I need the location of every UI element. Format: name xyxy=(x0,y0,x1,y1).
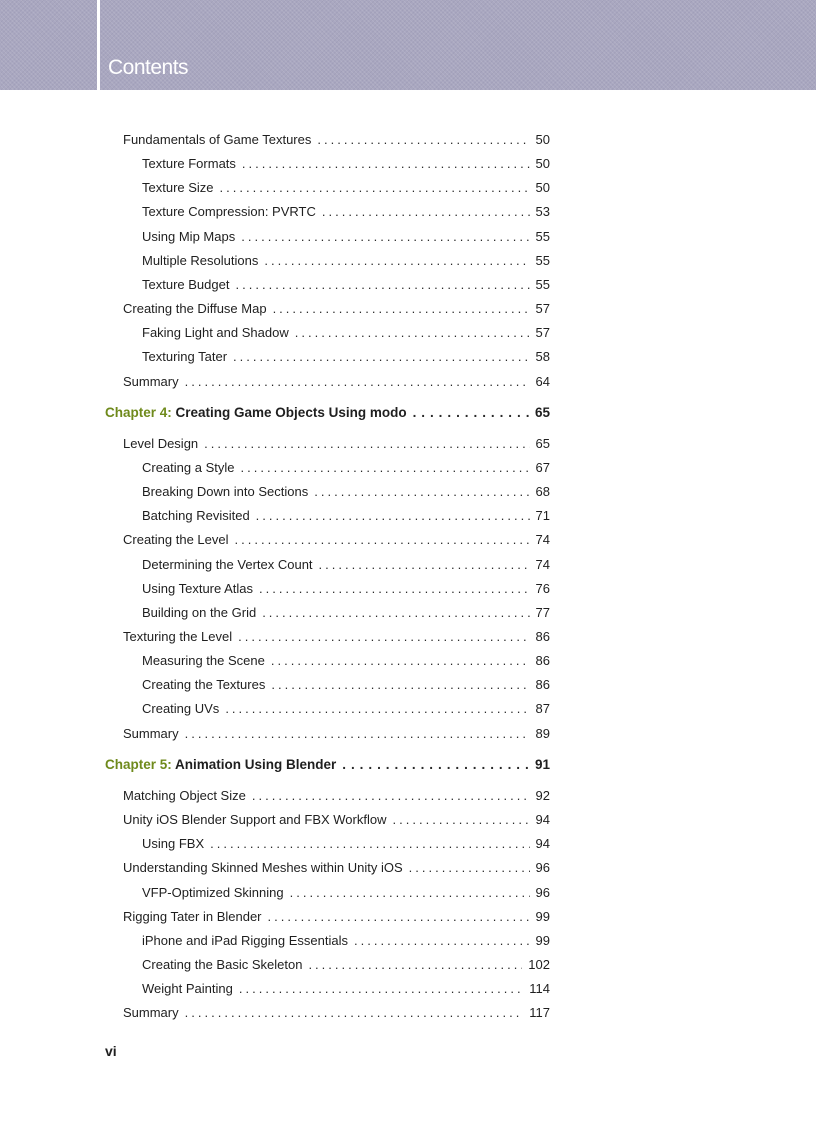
toc-page-number: 86 xyxy=(535,677,550,693)
dot-leader xyxy=(238,629,529,645)
toc-entry-title: Summary xyxy=(123,373,179,389)
toc-chapter-heading[interactable] xyxy=(105,405,550,421)
toc-entry[interactable] xyxy=(142,229,550,245)
toc-page-number: 50 xyxy=(535,180,550,196)
header-divider xyxy=(97,0,100,90)
dot-leader xyxy=(342,757,529,773)
dot-leader xyxy=(235,532,530,548)
toc-page-number: 86 xyxy=(535,629,550,644)
dot-leader xyxy=(319,557,530,573)
dot-leader xyxy=(413,405,529,421)
dot-leader xyxy=(220,180,530,196)
toc-entry-title: iPhone and iPad Rigging Essentials xyxy=(142,932,348,948)
toc-entry-title: Creating the Textures xyxy=(142,677,266,693)
toc-page-number: 102 xyxy=(528,956,550,972)
dot-leader xyxy=(185,374,530,390)
toc-page-number: 96 xyxy=(535,884,550,900)
dot-leader xyxy=(185,726,530,742)
dot-leader xyxy=(271,677,529,693)
toc-entry[interactable] xyxy=(123,812,550,828)
chapter-number-label: Chapter 4: xyxy=(105,404,172,420)
toc-page-number: 96 xyxy=(535,860,550,876)
toc-entry[interactable] xyxy=(123,629,550,645)
dot-leader xyxy=(259,581,529,597)
toc-page-number: 67 xyxy=(535,459,550,475)
toc-page-number: 65 xyxy=(534,404,550,420)
toc-page-number: 74 xyxy=(535,532,550,548)
toc-page-number: 94 xyxy=(535,812,550,827)
toc-entry[interactable] xyxy=(123,374,550,390)
toc-entry-title: Summary xyxy=(123,725,179,741)
dot-leader xyxy=(233,349,530,365)
toc-entry[interactable] xyxy=(123,132,550,148)
toc-page-number: 58 xyxy=(535,349,550,365)
toc-page-number: 86 xyxy=(535,653,550,669)
toc-entry-title: Breaking Down into Sections xyxy=(142,484,309,500)
toc-entry[interactable] xyxy=(142,277,550,293)
toc-entry-title: Rigging Tater in Blender xyxy=(123,908,262,924)
dot-leader xyxy=(241,229,529,245)
toc-entry-title: Determining the Vertex Count xyxy=(142,556,313,572)
dot-leader xyxy=(225,701,529,717)
toc-entry-title: Using Mip Maps xyxy=(142,228,236,244)
toc-entry-title: Summary xyxy=(123,1005,179,1021)
toc-page-number: 53 xyxy=(535,204,550,220)
toc-page-number: 57 xyxy=(535,301,550,317)
toc-page-number: 74 xyxy=(535,556,550,572)
toc-entry-title: Faking Light and Shadow xyxy=(142,325,289,341)
page-header-band xyxy=(0,0,816,90)
toc-entry[interactable] xyxy=(142,180,550,196)
toc-page-number: 57 xyxy=(535,325,550,341)
dot-leader xyxy=(271,653,530,669)
dot-leader xyxy=(393,812,530,828)
toc-entry[interactable] xyxy=(142,957,550,973)
dot-leader xyxy=(262,605,529,621)
toc-page-number: 89 xyxy=(535,725,550,741)
dot-leader xyxy=(264,253,529,269)
dot-leader xyxy=(239,981,523,997)
toc-entry-title: Measuring the Scene xyxy=(142,653,265,669)
toc-entry-title: Texturing the Level xyxy=(123,629,233,644)
chapter-title: Animation Using Blender xyxy=(175,756,337,772)
dot-leader xyxy=(268,909,530,925)
toc-entry[interactable] xyxy=(142,653,550,669)
toc-entry-title: Matching Object Size xyxy=(123,787,246,803)
toc-page-number: 99 xyxy=(535,908,550,924)
dot-leader xyxy=(256,508,530,524)
dot-leader xyxy=(210,836,529,852)
toc-entry[interactable] xyxy=(142,933,550,949)
dot-leader xyxy=(204,436,529,452)
toc-entry[interactable] xyxy=(142,508,550,524)
toc-entry-title xyxy=(105,405,407,421)
toc-page-number: 55 xyxy=(535,228,550,244)
toc-entry-title: Texture Size xyxy=(142,180,214,196)
toc-entry-title: Weight Painting xyxy=(142,981,233,997)
dot-leader xyxy=(185,1005,524,1021)
toc-entry-title: Building on the Grid xyxy=(142,604,257,620)
toc-page-number: 91 xyxy=(534,756,550,772)
toc-entry[interactable] xyxy=(142,253,550,269)
chapter-number-label: Chapter 5: xyxy=(105,756,172,772)
toc-entry[interactable] xyxy=(142,701,550,717)
toc-page-number: 92 xyxy=(535,787,550,803)
toc-entry-title: Using FBX xyxy=(142,836,205,852)
toc-entry[interactable] xyxy=(142,204,550,220)
toc-entry[interactable] xyxy=(142,484,550,500)
toc-entry-title: Creating the Diffuse Map xyxy=(123,301,267,317)
toc-page-number: 64 xyxy=(535,373,550,389)
toc-entry[interactable] xyxy=(123,301,550,317)
toc-entry[interactable] xyxy=(142,325,550,341)
toc-entry[interactable] xyxy=(142,836,550,852)
toc-entry-title: VFP-Optimized Skinning xyxy=(142,884,284,900)
toc-page-number: 50 xyxy=(535,156,550,172)
page-number: vi xyxy=(105,1043,117,1059)
toc-entry-title: Texture Compression: PVRTC xyxy=(142,204,316,220)
toc-page-number: 76 xyxy=(535,580,550,596)
toc-entry-title: Texturing Tater xyxy=(142,349,228,365)
toc-entry-title: Creating the Level xyxy=(123,532,229,548)
toc-entry[interactable] xyxy=(123,532,550,548)
toc-entry[interactable] xyxy=(142,156,550,172)
toc-entry[interactable] xyxy=(123,1005,550,1021)
toc-page-number: 65 xyxy=(535,435,550,451)
toc-page-number: 117 xyxy=(529,1005,550,1021)
chapter-title: Creating Game Objects Using modo xyxy=(175,404,407,420)
toc-entry-title xyxy=(105,757,336,773)
toc-page-number: 50 xyxy=(535,132,550,147)
dot-leader xyxy=(295,325,530,341)
dot-leader xyxy=(273,301,530,317)
dot-leader xyxy=(242,156,530,172)
toc-entry[interactable] xyxy=(123,436,550,452)
toc-entry[interactable] xyxy=(142,349,550,365)
toc-entry-title: Understanding Skinned Meshes within Unity iOS xyxy=(123,860,403,876)
toc-entry-title: Creating the Basic Skeleton xyxy=(142,956,303,972)
dot-leader xyxy=(290,885,530,901)
toc-entry-title: Texture Formats xyxy=(142,156,236,172)
toc-entry-title: Creating a Style xyxy=(142,459,235,475)
dot-leader xyxy=(252,788,530,804)
dot-leader xyxy=(409,860,530,876)
toc-page-number: 77 xyxy=(535,604,550,620)
toc-page-number: 99 xyxy=(535,932,550,948)
toc-entry[interactable] xyxy=(142,605,550,621)
toc-page-number: 55 xyxy=(535,276,550,292)
toc-entry-title: Fundamentals of Game Textures xyxy=(123,132,312,147)
toc-entry[interactable] xyxy=(142,557,550,573)
toc-entry-title: Level Design xyxy=(123,435,199,451)
toc-page-number: 55 xyxy=(535,252,550,268)
toc-entry[interactable] xyxy=(123,726,550,742)
dot-leader xyxy=(354,933,530,949)
toc-entry[interactable] xyxy=(123,909,550,925)
toc-entry[interactable] xyxy=(142,581,550,597)
dot-leader xyxy=(235,277,529,293)
toc-entry[interactable] xyxy=(142,460,550,476)
toc-entry[interactable] xyxy=(123,860,550,876)
toc-chapter-heading[interactable] xyxy=(105,757,550,773)
dot-leader xyxy=(314,484,529,500)
dot-leader xyxy=(241,460,530,476)
dot-leader xyxy=(322,204,530,220)
dot-leader xyxy=(308,957,522,973)
toc-entry[interactable] xyxy=(142,677,550,693)
toc-entry-title: Multiple Resolutions xyxy=(142,252,259,268)
toc-entry-title: Unity iOS Blender Support and FBX Workflow xyxy=(123,812,387,827)
toc-entry-title: Batching Revisited xyxy=(142,508,250,524)
toc-page-number: 68 xyxy=(535,484,550,500)
toc-entry[interactable] xyxy=(142,885,550,901)
dot-leader xyxy=(317,132,529,148)
toc-page-number: 71 xyxy=(535,508,550,524)
toc-page-number: 94 xyxy=(535,836,550,852)
toc-entry[interactable] xyxy=(142,981,550,997)
toc-page-number: 87 xyxy=(535,701,550,717)
toc-entry[interactable] xyxy=(123,788,550,804)
toc-page-number: 114 xyxy=(529,981,550,997)
toc-entry-title: Texture Budget xyxy=(142,276,230,292)
toc-entry-title: Creating UVs xyxy=(142,701,220,717)
header-title: Contents xyxy=(108,56,189,79)
toc-entry-title: Using Texture Atlas xyxy=(142,580,254,596)
